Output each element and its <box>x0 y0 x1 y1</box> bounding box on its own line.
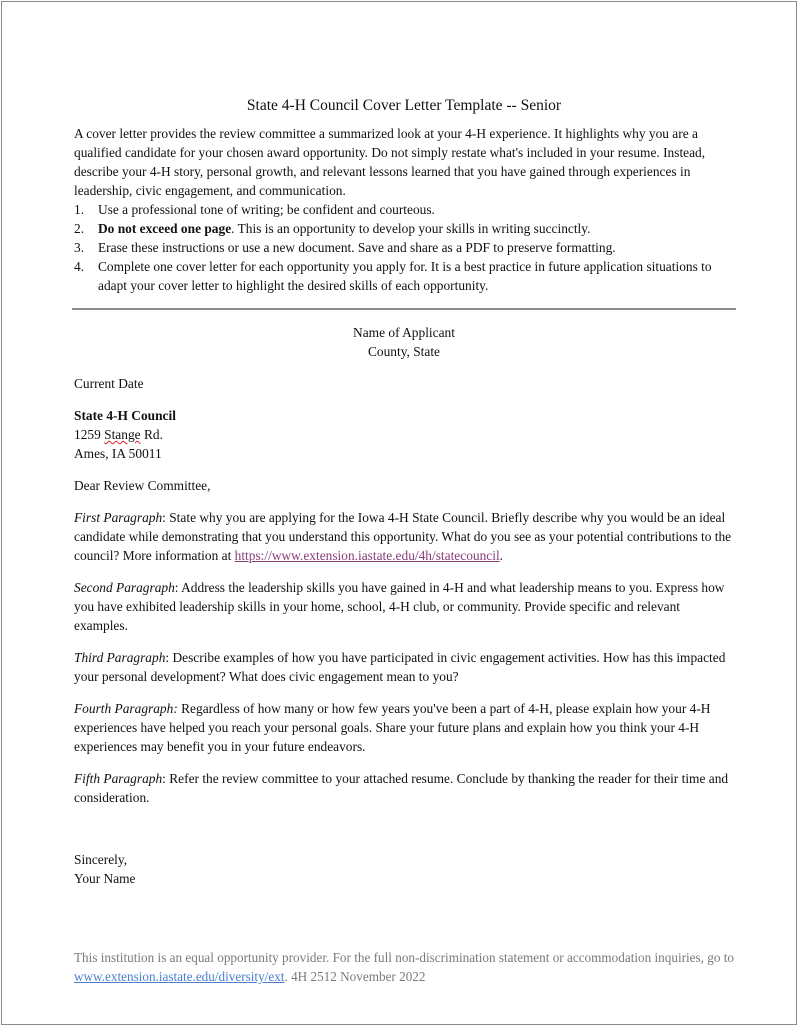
paragraph-label: First Paragraph <box>74 510 163 525</box>
diversity-link[interactable]: www.extension.iastate.edu/diversity/ext <box>74 969 285 984</box>
document-body <box>74 96 734 888</box>
paragraph-fourth <box>74 699 734 756</box>
section-divider <box>72 308 736 310</box>
instruction-item <box>74 219 734 238</box>
salutation: Dear Review Committee, <box>74 478 211 493</box>
footer-text: This institution is an equal opportunity provider. For the full non-discrimination statement or accommodation inquiries, go to <box>74 950 735 965</box>
instruction-text: Complete one cover letter for each opportunity you apply for. It is a best practice in future application situations to adapt your cover letter to highlight the desired skills of each opportunity. <box>98 259 712 293</box>
paragraph-text: Regardless of how many or how few years you've been a part of 4-H, please explain how your 4-H experiences have helped you reach your personal goals. Share your future plans and explain how you think your 4-H experiences may benefit you in your future endeavors. <box>74 701 711 754</box>
footer-disclaimer <box>74 948 754 986</box>
street-number: 1259 <box>74 427 101 442</box>
paragraph-fifth <box>74 769 734 807</box>
paragraph-label: Fifth Paragraph <box>74 771 163 786</box>
paragraph-text: : Refer the review committee to your attached resume. Conclude by thanking the reader for their time and consideration. <box>74 771 729 805</box>
applicant-name: Name of Applicant <box>353 325 455 340</box>
paragraph-end: . <box>499 548 504 563</box>
recipient-address <box>74 406 734 463</box>
paragraph-text: : Describe examples of how you have participated in civic engagement activities. How has this impacted your personal development? What does civic engagement mean to you? <box>74 650 726 684</box>
instructions-section <box>74 124 734 295</box>
closing: Sincerely, <box>74 852 128 867</box>
instruction-text: Erase these instructions or use a new document. Save and share as a PDF to preserve formatting. <box>98 240 616 255</box>
paragraph-first <box>74 508 734 565</box>
instruction-item <box>74 257 734 295</box>
instruction-number: 4. <box>74 259 85 274</box>
intro-paragraph: A cover letter provides the review committee a summarized look at your 4-H experience. It highlights why you are a qualified candidate for your chosen award opportunity. Do not simply restate what's included in your resume. Instead, describe your 4-H story, personal growth, and relevant lessons learned that you have gained through experiences in leadership, civic engagement, and communication. <box>74 126 706 198</box>
paragraph-label: Second Paragraph <box>74 580 175 595</box>
instruction-number: 2. <box>74 221 85 236</box>
instructions-list <box>74 200 734 295</box>
document-page <box>1 1 797 1025</box>
instruction-number: 1. <box>74 202 85 217</box>
paragraph-label: Fourth Paragraph: <box>74 701 178 716</box>
street-suffix: Rd. <box>143 427 163 442</box>
recipient-street <box>74 425 734 444</box>
letter-date: Current Date <box>74 376 144 391</box>
instruction-bold-text: Do not exceed one page <box>98 221 232 236</box>
footer-doc-id: . 4H 2512 November 2022 <box>284 969 426 984</box>
spacer <box>74 820 734 850</box>
recipient-name: State 4-H Council <box>74 408 176 423</box>
document-title: State 4-H Council Cover Letter Template -- Senior <box>246 97 562 114</box>
applicant-location: County, State <box>367 344 441 359</box>
council-link[interactable]: https://www.extension.iastate.edu/4h/statecouncil <box>234 548 500 563</box>
paragraph-second <box>74 578 734 635</box>
applicant-header <box>74 323 734 361</box>
signature: Your Name <box>74 871 136 886</box>
street-name: Stange <box>104 427 141 442</box>
instruction-text: . This is an opportunity to develop your skills in writing succinctly. <box>231 221 591 236</box>
instruction-item <box>74 238 734 257</box>
recipient-city: Ames, IA 50011 <box>74 446 162 461</box>
paragraph-text: : State why you are applying for the Iowa 4-H State Council. Briefly describe why you would be an ideal candidate while demonstrating that you understand this opportunity. What do you see as your potential contributions to the council? More information at <box>74 510 732 563</box>
paragraph-text: : Address the leadership skills you have gained in 4-H and what leadership means to you. Express how you have exhibited leadership skills in your home, school, 4-H club, or community. Provide specific and relevant examples. <box>74 580 725 633</box>
instruction-item <box>74 200 734 219</box>
paragraph-third <box>74 648 734 686</box>
paragraph-label: Third Paragraph <box>74 650 166 665</box>
instruction-number: 3. <box>74 240 85 255</box>
instruction-text: Use a professional tone of writing; be confident and courteous. <box>98 202 435 217</box>
